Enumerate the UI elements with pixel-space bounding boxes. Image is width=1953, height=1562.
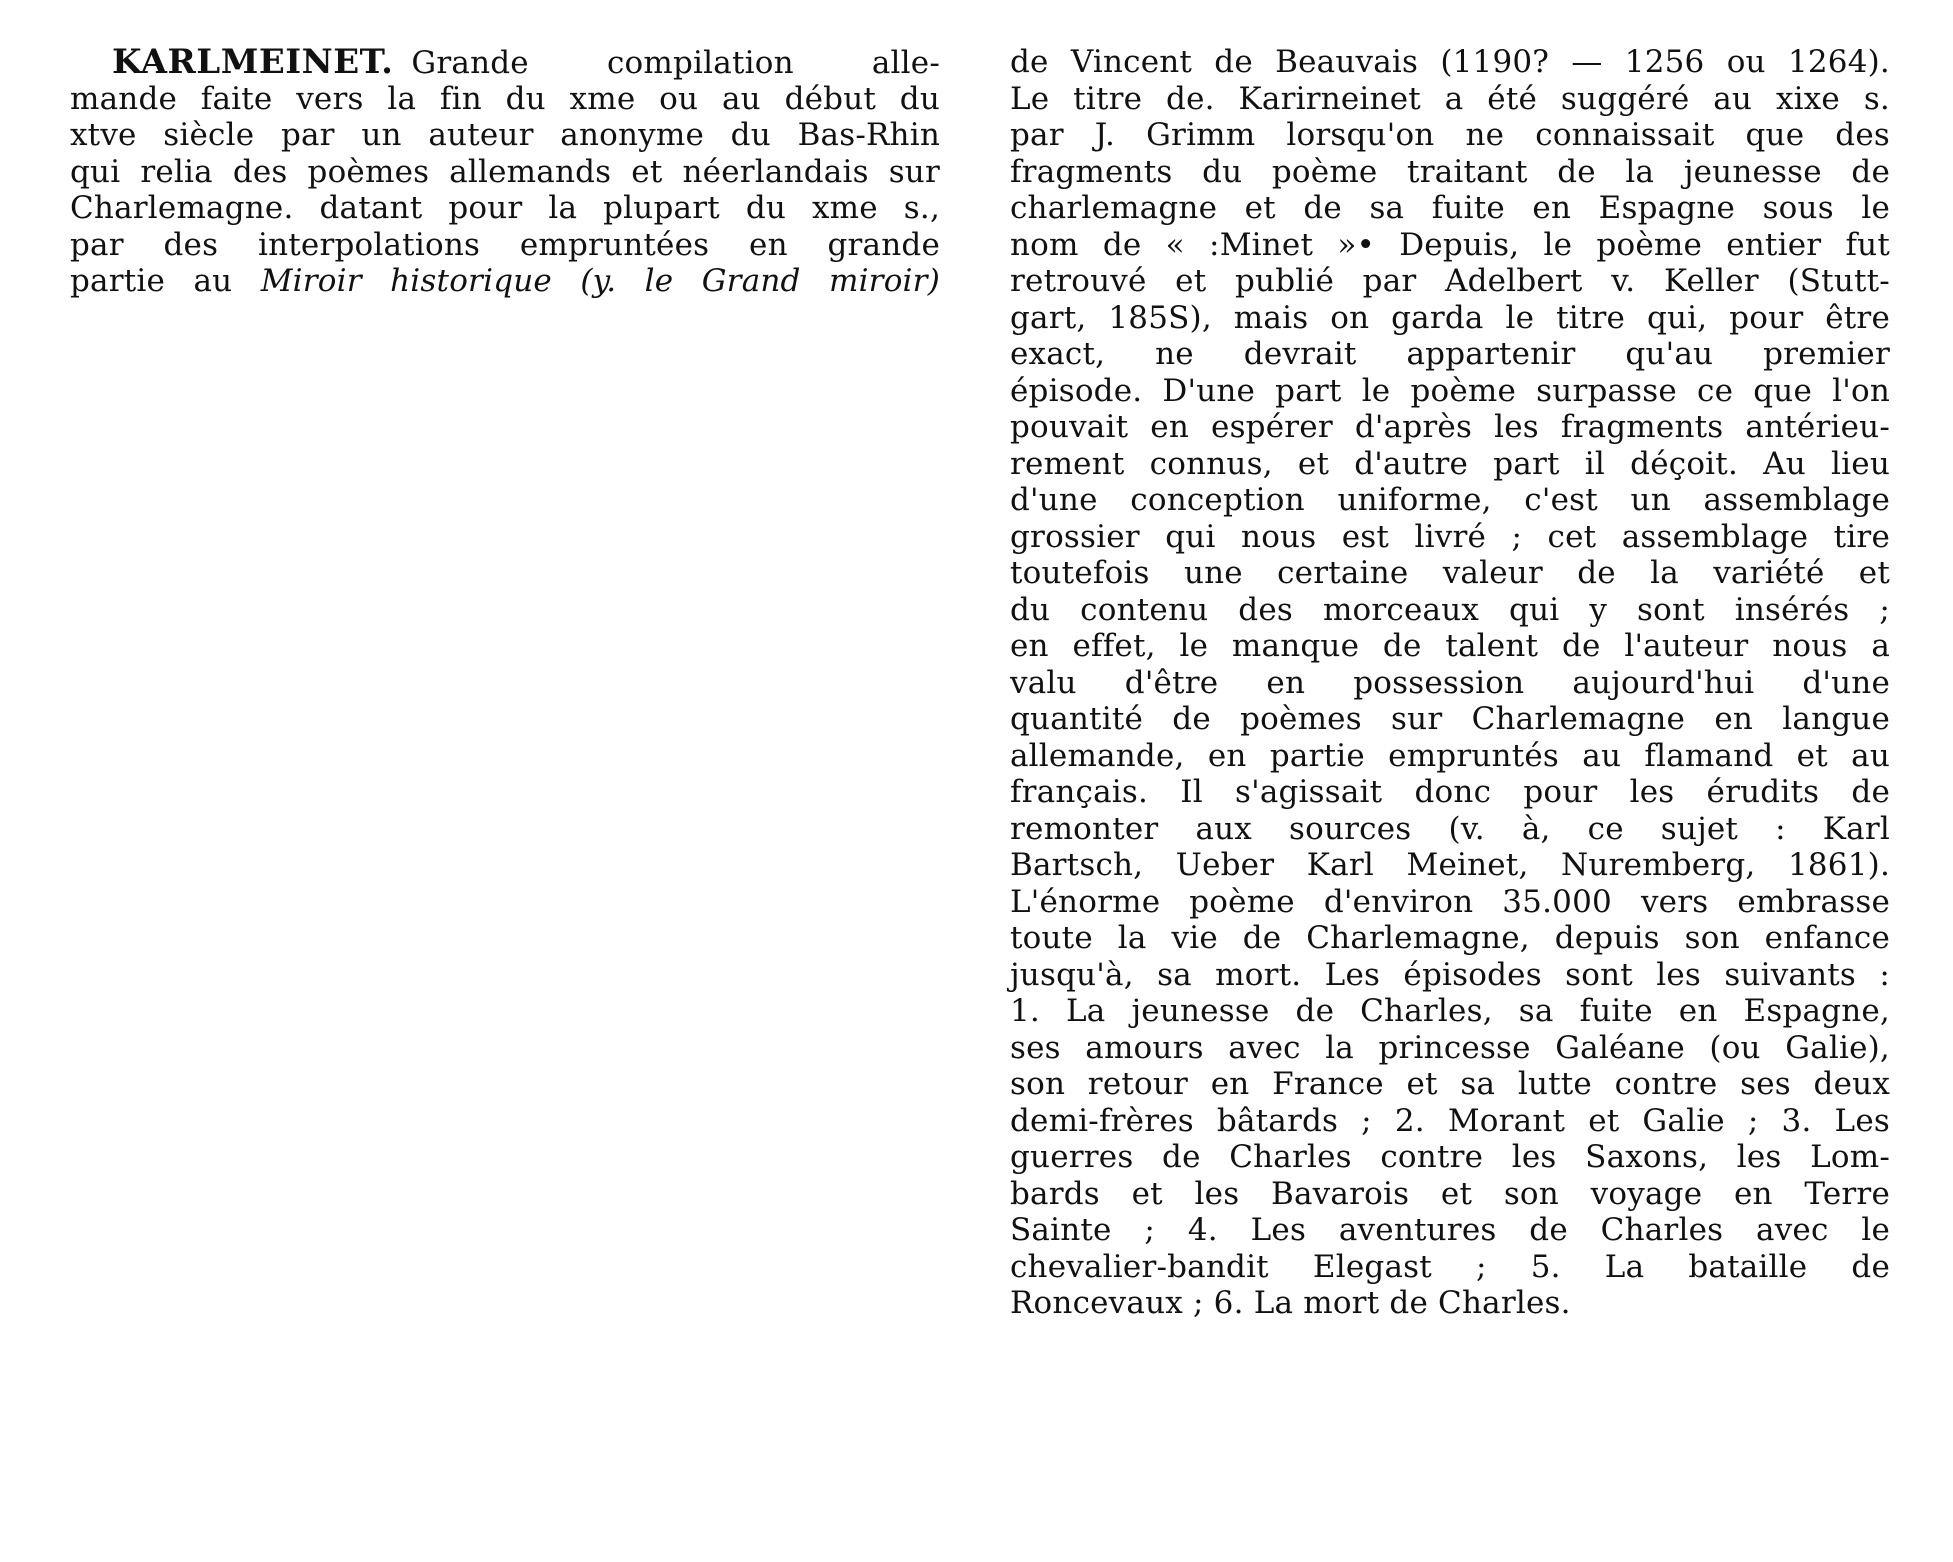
text-line: remonter aux sources (v. à, ce sujet : Karl — [1010, 810, 1890, 847]
text-line: retrouvé et publié par Adelbert v. Keller (Stutt- — [1010, 263, 1890, 299]
text-line: mande faite vers la fin du xme ou au début du — [70, 80, 940, 117]
text-segment: partie au — [70, 263, 233, 299]
text-line — [70, 44, 940, 81]
text-line: gart, 185S), mais on garda le titre qui, pour être — [1010, 299, 1890, 336]
text-line: d'une conception uniforme, c'est un assemblage — [1010, 482, 1890, 518]
entry-headword: KARLMEINET. — [112, 42, 394, 82]
text-line: rement connus, et d'autre part il déçoit. Au lieu — [1010, 445, 1890, 482]
text-line: Charlemagne. datant pour la plupart du xme s., — [70, 190, 940, 226]
text-line: nom de « :Minet »• Depuis, le poème entier fut — [1010, 226, 1890, 263]
text-line: allemande, en partie empruntés au flamand et au — [1010, 737, 1890, 774]
text-line: fragments du poème traitant de la jeunesse de — [1010, 153, 1890, 190]
text-line: xtve siècle par un auteur anonyme du Bas-Rhin — [70, 117, 940, 153]
text-segment: Grande compilation alle- — [411, 45, 940, 81]
text-line: par des interpolations empruntées en grande — [70, 226, 940, 263]
text-line: Roncevaux ; 6. La mort de Charles. — [1010, 1285, 1571, 1321]
text-line: son retour en France et sa lutte contre ses deux — [1010, 1066, 1890, 1102]
text-line: épisode. D'une part le poème surpasse ce que l'on — [1010, 372, 1890, 409]
right-column — [1010, 44, 1890, 1322]
text-line: français. Il s'agissait donc pour les érudits de — [1010, 774, 1890, 810]
text-line: valu d'être en possession aujourd'hui d'une — [1010, 664, 1890, 701]
text-line: demi-frères bâtards ; 2. Morant et Galie ; 3. Les — [1010, 1102, 1890, 1139]
text-line: Sainte ; 4. Les aventures de Charles avec le — [1010, 1212, 1890, 1248]
text-line: du contenu des morceaux qui y sont insérés ; — [1010, 591, 1890, 628]
text-line: pouvait en espérer d'après les fragments antérieu- — [1010, 409, 1890, 445]
text-line: Le titre de. Karirneinet a été suggéré au xixe s. — [1010, 80, 1890, 117]
text-line: par J. Grimm lorsqu'on ne connaissait que des — [1010, 117, 1890, 153]
text-line: L'énorme poème d'environ 35.000 vers embrasse — [1010, 883, 1890, 920]
italic-title: Miroir historique (y. le Grand miroir) — [260, 263, 940, 299]
text-line: de Vincent de Beauvais (1190? — 1256 ou 1264). — [1010, 44, 1890, 80]
text-line: charlemagne et de sa fuite en Espagne sous le — [1010, 190, 1890, 226]
text-line: grossier qui nous est livré ; cet assemblage tire — [1010, 518, 1890, 555]
text-line: guerres de Charles contre les Saxons, les Lom- — [1010, 1139, 1890, 1175]
text-line: toute la vie de Charlemagne, depuis son enfance — [1010, 920, 1890, 956]
text-line: exact, ne devrait appartenir qu'au premier — [1010, 336, 1890, 372]
text-line: ses amours avec la princesse Galéane (ou Galie), — [1010, 1029, 1890, 1066]
text-line: bards et les Bavarois et son voyage en Terre — [1010, 1175, 1890, 1212]
text-line: jusqu'à, sa mort. Les épisodes sont les suivants : — [1010, 956, 1890, 993]
text-line: toutefois une certaine valeur de la variété et — [1010, 555, 1890, 591]
text-line: quantité de poèmes sur Charlemagne en langue — [1010, 701, 1890, 737]
text-line: Bartsch, Ueber Karl Meinet, Nuremberg, 1861). — [1010, 847, 1890, 883]
text-line: 1. La jeunesse de Charles, sa fuite en Espagne, — [1010, 993, 1890, 1029]
text-line: en effet, le manque de talent de l'auteur nous a — [1010, 628, 1890, 664]
text-line: qui relia des poèmes allemands et néerlandais sur — [70, 153, 940, 190]
text-line — [70, 263, 940, 300]
left-column — [70, 44, 940, 300]
text-line: chevalier-bandit Elegast ; 5. La bataille de — [1010, 1248, 1890, 1285]
